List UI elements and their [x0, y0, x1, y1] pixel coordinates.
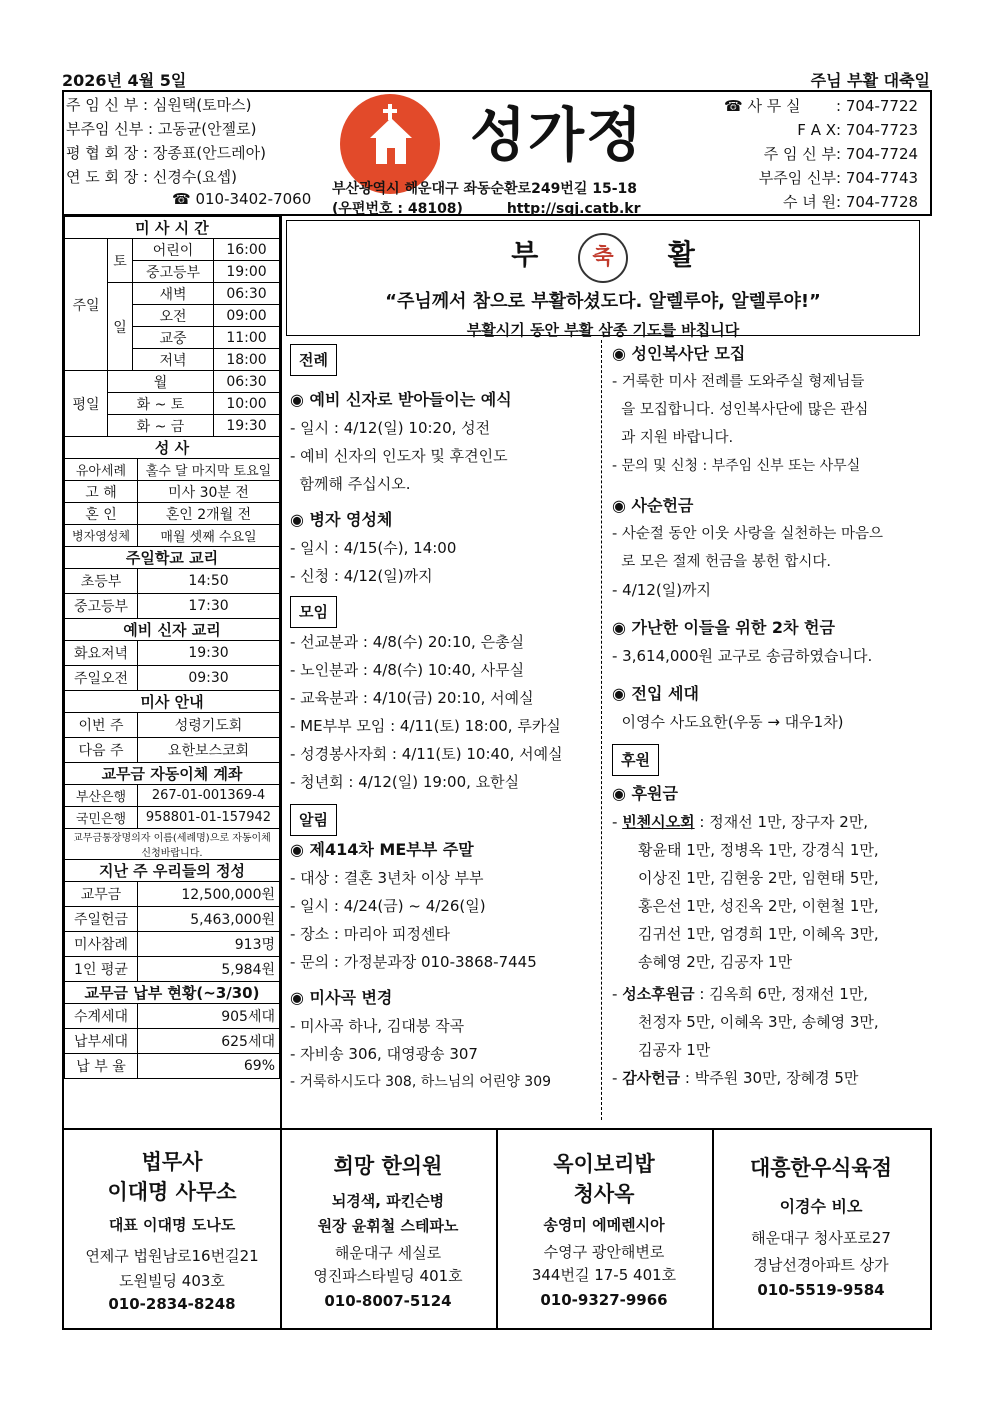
ad-clinic: 희망 한의원 뇌경색, 파킨슨병 원장 윤휘철 스테파노 해운대구 세실로 영진파스타빌딩 401호 010-8007-5124 [280, 1130, 498, 1328]
staff-row: 주 임 신 부 : 심원택(토마스) [66, 96, 252, 114]
column-divider [601, 340, 602, 1120]
section-tag-notices: 알림 [290, 804, 337, 836]
info-sidebar: 미 사 시 간 주일 토 어린이 16:00 중고등부 19:00 일 새벽 06:30 오전 09:00 교중 11:00 저녁 18:00 평일 월 06:30 화 ~ 토 10:00 화 ~ 금 19:30 성 사 유아세례 홀수 달 마지막 토요일 고 해 미사 30분 전 혼 인 혼인 2개월 전 병자영성체 매월 셋째 수요일 주일학교 교리 초등부 14:50 중고등부 17:30 예비 신자 교리 화요저녁 19:30 주일오전 09:30 미사 안내 이번 주 성령기도회 다음 주 요한보스코회 교무금 자동이체 계좌 부산은행 267-01-001369-4 국민은행 958801-01-157942 교무금통장명의자 이름(세례명)으로 자동이체 신청바랍니다. 지난 주 우리들의 정성 교무금 12,500,000원 주일헌금 5,463,000원 미사참례 913명 1인 평균 5,984원 교무금 납부 현황(~3/30) 수계세대 905세대 납부세대 625세대 납 부 율 69% [62, 216, 282, 1130]
ad-law-office: 법무사 이대명 사무소 대표 이대명 도나도 연제구 법원남로16번길21 도원빌딩 403호 010-2834-8248 [64, 1130, 282, 1328]
dues-title: 교무금 납부 현황(~3/30) [65, 982, 280, 1004]
easter-banner [286, 220, 920, 339]
sacraments-title: 성 사 [65, 437, 280, 459]
section-tag-support: 후원 [612, 744, 659, 776]
sponsor-ads [62, 1128, 932, 1330]
bulletin-date: 2026년 4월 5일 [62, 71, 187, 90]
staff-row: 평 협 회 장 : 장종표(안드레아) [66, 144, 266, 162]
mass-times-title: 미 사 시 간 [65, 217, 280, 239]
banner-title: 부 축 활 [287, 233, 919, 283]
parish-address: 부산광역시 해운대구 좌동순환로249번길 15-18 (우편번호 : 48108) http://sgj.catb.kr [332, 181, 641, 217]
section-tag-meetings: 모임 [290, 596, 337, 628]
catechumen-title: 예비 신자 교리 [65, 619, 280, 641]
laurel-icon: 축 [578, 233, 628, 283]
banner-quote: “주님께서 참으로 부활하셨도다. 알렐루야, 알렐루야!” [385, 291, 821, 312]
ad-butcher: 대흥한우식육점 이경수 비오 해운대구 청사포로27 경남선경아파트 상가 010-5519-9584 [749, 1156, 892, 1299]
offering-title: 지난 주 우리들의 정성 [65, 860, 280, 882]
notices-column-1: 전례 ◉ 예비 신자로 받아들이는 예식 - 일시 : 4/12(일) 10:20, 성전 - 예비 신자의 인도자 및 후견인도 함께해 주십시오. ◉ 병자 영성체 - 일시 : 4/15(수), 14:00 - 신청 : 4/12(일)까지 모임 - 선교분과 : 4/8(수) 20:10, 은총실 - 노인분과 : 4/8(수) 10:40, 사무실 - 교육분과 : 4/10(금) 20:10, 서예실 - ME부부 모임 : 4/11(토) 18:00, 루카실 - 성경봉사자회 : 4/11(토) 10:40, 서예실 - 청년회 : 4/12(일) 19:00, 요한실 알림 ◉ 제414차 ME부부 주말 - 대상 : 결혼 3년차 이상 부부 - 일시 : 4/24(금) ~ 4/26(일) - 장소 : 마리아 피정센타 - 문의 : 가정분과장 010-3868-7445 ◉ 미사곡 변경 - 미사곡 하나, 김대붕 작곡 - 자비송 306, 대영광송 307 - 거룩하시도다 308, 하느님의 어린양 309 [290, 344, 596, 1096]
ad-restaurant: 옥이보리밥 청사옥 송영미 에메렌시아 수영구 광안해변로 344번길 17-5 401호 010-9327-9966 [496, 1130, 714, 1328]
notices-column-2: ◉ 성인복사단 모집 - 거룩한 미사 전례를 도와주실 형제님들 을 모집합니다. 성인복사단에 많은 관심 과 지원 바랍니다. - 문의 및 신청 : 부주임 신부 또는 사무실 ◉ 사순헌금 - 사순절 동안 이웃 사랑을 실천하는 마음으 로 모은 절제 헌금을 봉헌 합시다. - 4/12(일)까지 ◉ 가난한 이들을 위한 2차 헌금 - 3,614,000원 교구로 송금하였습니다. ◉ 전입 세대 이영수 사도요한(우동 → 대우1차) 후원 ◉ 후원금 - 빈첸시오회 : 정재선 1만, 장구자 2만, 황윤태 1만, 정병옥 1만, 강경식 1만, 이상진 1만, 김현웅 2만, 임현태 5만, 홍은선 1만, 성진옥 2만, 이현철 1만, 김귀선 1만, 엄경희 1만, 이혜옥 3만, 송혜영 2만, 김공자 1만 - 성소후원금 : 김옥희 6만, 정재선 1만, 천정자 5만, 이혜옥 3만, 송혜영 3만, 김공자 1만 - 감사헌금 : 박주원 30만, 장혜경 5만 [612, 344, 884, 1087]
website-link[interactable]: http://sgj.catb.kr [506, 201, 641, 217]
mass-info-title: 미사 안내 [65, 691, 280, 713]
staff-phone: ☎ 010-3402-7060 [172, 190, 312, 208]
staff-row: 부주임 신부 : 고동균(안젤로) [66, 120, 257, 138]
section-tag-liturgy: 전례 [290, 344, 337, 376]
contact-list: ☎ 사 무 실 : 704-7722 F A X: 704-7723 주 임 신 부: 704-7724 부주임 신부: 704-7743 수 녀 원: 704-7728 [724, 97, 919, 211]
banner-subtitle: 부활시기 동안 부활 삼종 기도를 바칩니다 [466, 321, 740, 339]
staff-row: 연 도 회 장 : 신경수(요셉) [66, 168, 238, 186]
feast-name: 주님 부활 대축일 [810, 71, 930, 90]
auto-transfer-title: 교무금 자동이체 계좌 [65, 763, 280, 785]
sunday-school-title: 주일학교 교리 [65, 547, 280, 569]
parish-name: 성가정 [470, 101, 645, 169]
